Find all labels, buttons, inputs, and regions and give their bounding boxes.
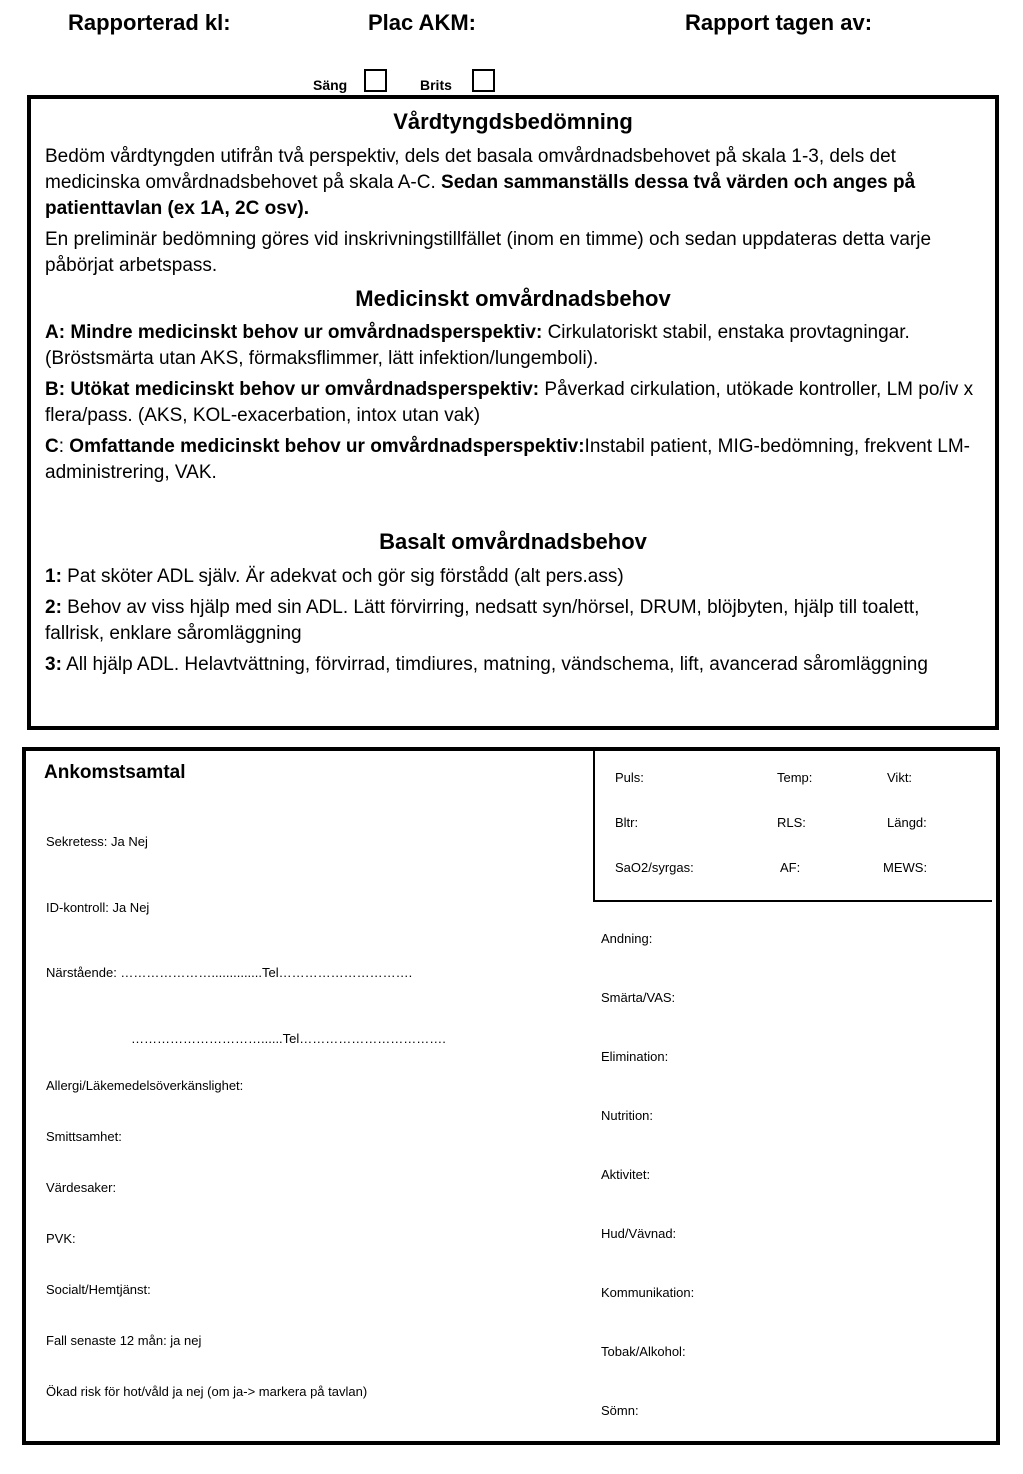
weight-field[interactable]: Vikt: — [887, 770, 913, 785]
sleep-field[interactable]: Sömn: — [601, 1403, 639, 1418]
reported-at-label: Rapporterad kl: — [68, 10, 231, 35]
medical-level-b: B: Utökat medicinskt behov ur omvårdnadsperspektiv: Påverkad cirkulation, utökade kontroller, LM po/iv x flera/pass. (AKS, KOL-exacerbation, intox utan vak) — [45, 379, 974, 426]
confidentiality-field[interactable]: Sekretess: Ja Nej — [46, 834, 148, 849]
height-field[interactable]: Längd: — [887, 815, 927, 830]
valuables-field[interactable]: Värdesaker: — [46, 1180, 117, 1195]
temp-field[interactable]: Temp: — [777, 770, 813, 785]
cot-label: Brits — [420, 77, 452, 93]
contagion-field[interactable]: Smittsamhet: — [46, 1129, 122, 1144]
basal-level-3: 3: All hjälp ADL. Helavtvättning, förvirrad, timdiures, matning, vändschema, lift, avancerad såromläggning — [45, 654, 928, 675]
blood-pressure-field[interactable]: Bltr: — [615, 815, 639, 830]
relatives-field-1[interactable]: Närstående: …………………..............Tel…………………………. — [46, 965, 413, 980]
placement-label: Plac AKM: — [368, 10, 476, 35]
rls-field[interactable]: RLS: — [777, 815, 806, 830]
care-load-assessment-box — [27, 95, 999, 730]
social-field[interactable]: Socialt/Hemtjänst: — [46, 1282, 151, 1297]
medical-title: Medicinskt omvårdnadsbehov — [355, 286, 671, 311]
tobacco-alcohol-field[interactable]: Tobak/Alkohol: — [601, 1344, 686, 1359]
pain-field[interactable]: Smärta/VAS: — [601, 990, 676, 1005]
activity-field[interactable]: Aktivitet: — [601, 1167, 651, 1182]
elimination-field[interactable]: Elimination: — [601, 1049, 669, 1064]
falls-field[interactable]: Fall senaste 12 mån: ja nej — [46, 1333, 202, 1348]
id-check-field[interactable]: ID-kontroll: Ja Nej — [46, 900, 150, 915]
medical-level-a: A: Mindre medicinskt behov ur omvårdnadsperspektiv: Cirkulatoriskt stabil, enstaka provtagningar. (Bröstsmärta utan AKS, förmaksflimmer, lätt infektion/lungemboli). — [45, 322, 910, 369]
pvk-field[interactable]: PVK: — [46, 1231, 76, 1246]
basal-title: Basalt omvårdnadsbehov — [379, 529, 647, 554]
af-field[interactable]: AF: — [780, 860, 801, 875]
nutrition-field[interactable]: Nutrition: — [601, 1108, 654, 1123]
mews-field[interactable]: MEWS: — [883, 860, 928, 875]
skin-field[interactable]: Hud/Vävnad: — [601, 1226, 677, 1241]
sao2-field[interactable]: SaO2/syrgas: — [615, 860, 694, 875]
relatives-field-2[interactable]: …………………………......Tel……………………………. — [131, 1031, 446, 1046]
report-taken-by-label: Rapport tagen av: — [685, 10, 873, 35]
pulse-field[interactable]: Puls: — [615, 770, 644, 785]
communication-field[interactable]: Kommunikation: — [601, 1285, 695, 1300]
medical-level-c: C: Omfattande medicinskt behov ur omvårdnadsperspektiv:Instabil patient, MIG-bedömning, frekvent LM-administrering, VAK. — [45, 436, 971, 483]
arrival-title: Ankomstsamtal — [44, 762, 186, 783]
basal-level-2: 2: Behov av viss hjälp med sin ADL. Lätt förvirring, nedsatt syn/hörsel, DRUM, blöjbyten, hjälp till toalett, fallrisk, enklare såromläggning — [45, 597, 920, 644]
violence-risk-field[interactable]: Ökad risk för hot/våld ja nej (om ja-> markera på tavlan) — [46, 1384, 368, 1399]
bed-label: Säng — [313, 77, 348, 93]
breathing-field[interactable]: Andning: — [601, 931, 653, 946]
bed-checkbox[interactable] — [364, 69, 387, 92]
cot-checkbox[interactable] — [472, 69, 495, 92]
basal-level-1: 1: Pat sköter ADL själv. Är adekvat och gör sig förstådd (alt pers.ass) — [45, 566, 624, 587]
assessment-intro: Bedöm vårdtyngden utifrån två perspektiv, dels det basala omvårdnadsbehovet på skala 1-3, dels det medicinska omvårdnadsbehovet på skala A-C. Sedan sammanställs dessa två värden och anges på patienttavlan (ex 1A, 2C osv). — [45, 146, 916, 219]
assessment-title: Vårdtyngdsbedömning — [393, 109, 633, 134]
allergy-field[interactable]: Allergi/Läkemedelsöverkänslighet: — [46, 1078, 244, 1093]
assessment-prelim: En preliminär bedömning göres vid inskrivningstillfället (inom en timme) och sedan uppdateras detta varje påbörjat arbetspass. — [45, 229, 932, 276]
